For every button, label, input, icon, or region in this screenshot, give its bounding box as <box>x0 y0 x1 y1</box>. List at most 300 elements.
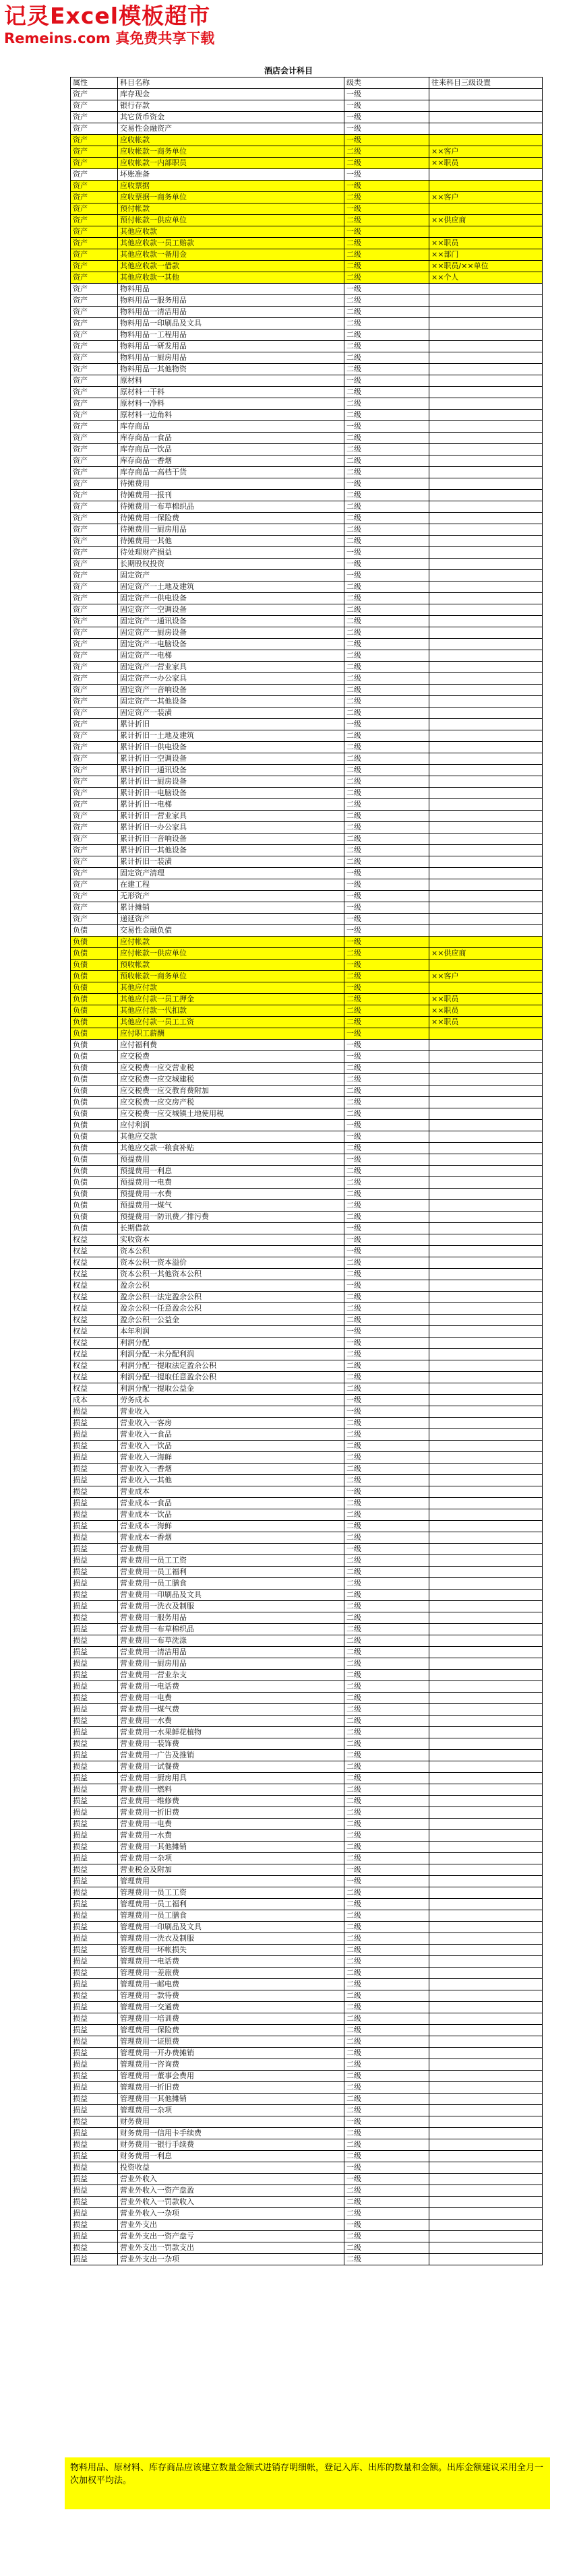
cell-aux <box>429 1727 543 1738</box>
table-row <box>71 2105 543 2116</box>
cell-level: 二级 <box>344 1005 429 1017</box>
cell-aux: ××职员 <box>429 1005 543 1017</box>
cell-name: 交易性金融负债 <box>118 925 344 937</box>
cell-aux <box>429 730 543 742</box>
cell-aux <box>429 2116 543 2128</box>
cell-type: 损益 <box>71 1704 118 1716</box>
cell-name: 固定资产一厨房设备 <box>118 627 344 639</box>
table-row <box>71 1864 543 1876</box>
cell-type: 损益 <box>71 1968 118 1979</box>
cell-aux <box>429 1131 543 1143</box>
cell-name: 固定资产一空调设备 <box>118 604 344 616</box>
cell-name: 累计折旧一电梯 <box>118 799 344 811</box>
cell-name: 原材料一净料 <box>118 398 344 410</box>
cell-level: 二级 <box>344 1658 429 1670</box>
cell-aux: ××职员 <box>429 1017 543 1028</box>
cell-name: 物料用品一其他物资 <box>118 364 344 375</box>
table-row <box>71 1647 543 1658</box>
cell-level: 二级 <box>344 662 429 673</box>
cell-type: 负债 <box>71 925 118 937</box>
cell-name: 营业费用一厨房用品 <box>118 1658 344 1670</box>
cell-level: 一级 <box>344 559 429 570</box>
cell-aux <box>429 375 543 387</box>
table-row <box>71 1819 543 1830</box>
cell-name: 长期股权投资 <box>118 559 344 570</box>
table-row <box>71 708 543 719</box>
table-row <box>71 1784 543 1796</box>
cell-level: 二级 <box>344 1521 429 1532</box>
cell-name: 营业费用一洗衣及制服 <box>118 1601 344 1612</box>
cell-level: 二级 <box>344 788 429 799</box>
table-row <box>71 1738 543 1750</box>
cell-level: 二级 <box>344 1704 429 1716</box>
cell-aux <box>429 1635 543 1647</box>
cell-type: 损益 <box>71 1452 118 1464</box>
cell-name: 营业成本一食品 <box>118 1498 344 1509</box>
cell-name: 累计折旧一空调设备 <box>118 753 344 765</box>
cell-type: 损益 <box>71 2174 118 2185</box>
cell-aux <box>429 1681 543 1693</box>
cell-type: 损益 <box>71 2185 118 2197</box>
table-row <box>71 868 543 879</box>
cell-aux <box>429 799 543 811</box>
cell-aux <box>429 352 543 364</box>
page-title: 酒店会计科目 <box>264 66 313 75</box>
cell-aux <box>429 169 543 181</box>
table-row <box>71 2254 543 2265</box>
table-row <box>71 1303 543 1315</box>
cell-aux <box>429 1315 543 1326</box>
table-row <box>71 1441 543 1452</box>
cell-type: 损益 <box>71 1945 118 1956</box>
cell-type: 损益 <box>71 2082 118 2094</box>
cell-level: 二级 <box>344 1498 429 1509</box>
table-row <box>71 1578 543 1590</box>
cell-level: 一级 <box>344 1876 429 1887</box>
table-row <box>71 1681 543 1693</box>
table-row <box>71 753 543 765</box>
cell-aux <box>429 570 543 582</box>
cell-name: 管理费用 <box>118 1876 344 1887</box>
cell-type: 损益 <box>71 1761 118 1773</box>
table-row <box>71 421 543 433</box>
table-row <box>71 1166 543 1177</box>
table-header-row <box>71 77 543 89</box>
cell-name: 管理费用一杂项 <box>118 2105 344 2116</box>
cell-aux <box>429 1475 543 1486</box>
table-row <box>71 146 543 158</box>
cell-aux <box>429 1360 543 1372</box>
cell-name: 营业费用一其他摊销 <box>118 1842 344 1853</box>
cell-type: 资产 <box>71 742 118 753</box>
cell-level: 二级 <box>344 1624 429 1635</box>
cell-name: 营业费用一水费 <box>118 1716 344 1727</box>
cell-level: 二级 <box>344 845 429 856</box>
cell-type: 损益 <box>71 1612 118 1624</box>
cell-type: 资产 <box>71 799 118 811</box>
cell-name: 应交税费一应交城建税 <box>118 1074 344 1086</box>
cell-aux <box>429 2162 543 2174</box>
column-header-level: 级类 <box>344 77 429 89</box>
cell-aux <box>429 1097 543 1108</box>
cell-aux <box>429 1968 543 1979</box>
table-row <box>71 1395 543 1406</box>
cell-aux <box>429 1223 543 1234</box>
cell-type: 权益 <box>71 1269 118 1280</box>
cell-type: 负债 <box>71 1028 118 1040</box>
cell-name: 管理费用一员工膳食 <box>118 1910 344 1922</box>
cell-name: 营业外收入一罚款收入 <box>118 2197 344 2208</box>
cell-level: 二级 <box>344 2151 429 2162</box>
cell-name: 营业费用一水费 <box>118 1830 344 1842</box>
cell-level: 二级 <box>344 501 429 513</box>
cell-name: 营业收入一食品 <box>118 1429 344 1441</box>
table-row <box>71 1063 543 1074</box>
cell-level: 二级 <box>344 2082 429 2094</box>
cell-level: 二级 <box>344 1956 429 1968</box>
cell-name: 累计折旧一土地及建筑 <box>118 730 344 742</box>
cell-name: 预付帐款一供应单位 <box>118 215 344 226</box>
cell-type: 资产 <box>71 879 118 891</box>
cell-name: 管理费用一员工工资 <box>118 1887 344 1899</box>
cell-name: 其他应收款一员工赔款 <box>118 238 344 249</box>
cell-type: 损益 <box>71 2036 118 2048</box>
cell-level: 一级 <box>344 1544 429 1555</box>
cell-type: 损益 <box>71 1899 118 1910</box>
cell-aux: ××职员 <box>429 238 543 249</box>
cell-type: 损益 <box>71 1922 118 1933</box>
cell-level: 二级 <box>344 2036 429 2048</box>
cell-aux <box>429 1395 543 1406</box>
cell-type: 资产 <box>71 410 118 421</box>
cell-aux <box>429 490 543 501</box>
table-row <box>71 1189 543 1200</box>
table-row <box>71 398 543 410</box>
cell-name: 物料用品 <box>118 284 344 295</box>
table-row <box>71 1360 543 1372</box>
cell-type: 资产 <box>71 696 118 708</box>
table-row <box>71 650 543 662</box>
cell-name: 原材料一干料 <box>118 387 344 398</box>
table-row <box>71 1429 543 1441</box>
cell-aux <box>429 226 543 238</box>
cell-name: 营业费用一电费 <box>118 1819 344 1830</box>
cell-aux <box>429 960 543 971</box>
cell-aux <box>429 2242 543 2254</box>
cell-aux <box>429 1028 543 1040</box>
cell-aux <box>429 879 543 891</box>
cell-aux <box>429 2094 543 2105</box>
cell-type: 损益 <box>71 2094 118 2105</box>
cell-level: 二级 <box>344 776 429 788</box>
table-row <box>71 1670 543 1681</box>
cell-aux <box>429 1773 543 1784</box>
table-row <box>71 1532 543 1544</box>
cell-level: 二级 <box>344 994 429 1005</box>
cell-aux <box>429 1612 543 1624</box>
cell-level: 二级 <box>344 1429 429 1441</box>
table-row <box>71 1464 543 1475</box>
table-row <box>71 879 543 891</box>
cell-aux <box>429 845 543 856</box>
cell-type: 损益 <box>71 1864 118 1876</box>
table-row <box>71 1131 543 1143</box>
cell-type: 资产 <box>71 329 118 341</box>
table-row <box>71 387 543 398</box>
cell-level: 二级 <box>344 948 429 960</box>
table-row <box>71 1349 543 1360</box>
cell-aux <box>429 1887 543 1899</box>
cell-level: 二级 <box>344 2105 429 2116</box>
table-row <box>71 1968 543 1979</box>
cell-level: 二级 <box>344 1509 429 1521</box>
cell-name: 累计折旧一营业家具 <box>118 811 344 822</box>
cell-level: 二级 <box>344 2013 429 2025</box>
cell-type: 资产 <box>71 226 118 238</box>
cell-level: 二级 <box>344 1922 429 1933</box>
cell-level: 一级 <box>344 421 429 433</box>
cell-level: 二级 <box>344 1681 429 1693</box>
cell-level: 一级 <box>344 719 429 730</box>
cell-type: 损益 <box>71 1784 118 1796</box>
cell-aux <box>429 2151 543 2162</box>
cell-type: 资产 <box>71 604 118 616</box>
table-row <box>71 226 543 238</box>
cell-type: 损益 <box>71 1796 118 1807</box>
cell-type: 负债 <box>71 1143 118 1154</box>
cell-type: 资产 <box>71 364 118 375</box>
cell-aux <box>429 2220 543 2231</box>
cell-aux <box>429 2025 543 2036</box>
cell-type: 损益 <box>71 1853 118 1864</box>
cell-aux <box>429 112 543 123</box>
cell-aux <box>429 719 543 730</box>
cell-aux <box>429 1738 543 1750</box>
inventory-note: 物料用品、原材料、库存商品应该建立数量金额式进销存明细帐，登记入库、出库的数量和金额。出库金额建议采用全月一次加权平均法。 <box>65 2457 550 2509</box>
cell-aux: ××客户 <box>429 146 543 158</box>
cell-name: 管理费用一差旅费 <box>118 1968 344 1979</box>
cell-level: 二级 <box>344 685 429 696</box>
cell-type: 资产 <box>71 776 118 788</box>
cell-name: 应交税费 <box>118 1051 344 1063</box>
cell-type: 损益 <box>71 1532 118 1544</box>
cell-level: 二级 <box>344 1670 429 1681</box>
cell-level: 二级 <box>344 455 429 467</box>
cell-name: 营业费用一维修费 <box>118 1796 344 1807</box>
cell-aux <box>429 455 543 467</box>
cell-type: 损益 <box>71 2254 118 2265</box>
cell-name: 累计折旧一通讯设备 <box>118 765 344 776</box>
cell-type: 资产 <box>71 536 118 547</box>
column-header-type: 属性 <box>71 77 118 89</box>
cell-type: 损益 <box>71 1658 118 1670</box>
cell-type: 权益 <box>71 1257 118 1269</box>
cell-aux <box>429 673 543 685</box>
cell-name: 长期借款 <box>118 1223 344 1234</box>
cell-name: 固定资产一其他设备 <box>118 696 344 708</box>
cell-type: 资产 <box>71 593 118 604</box>
cell-level: 二级 <box>344 398 429 410</box>
table-row <box>71 444 543 455</box>
cell-name: 应收帐款一商务单位 <box>118 146 344 158</box>
cell-level: 二级 <box>344 1693 429 1704</box>
cell-aux <box>429 1578 543 1590</box>
table-row <box>71 1326 543 1338</box>
cell-type: 资产 <box>71 834 118 845</box>
cell-aux <box>429 1590 543 1601</box>
cell-type: 损益 <box>71 2116 118 2128</box>
cell-type: 损益 <box>71 1693 118 1704</box>
column-header-name: 科目名称 <box>118 77 344 89</box>
cell-level: 二级 <box>344 1441 429 1452</box>
cell-name: 营业收入一香烟 <box>118 1464 344 1475</box>
cell-name: 应付职工薪酬 <box>118 1028 344 1040</box>
table-row <box>71 559 543 570</box>
cell-name: 固定资产一电脑设备 <box>118 639 344 650</box>
cell-name: 累计折旧一音响设备 <box>118 834 344 845</box>
cell-type: 成本 <box>71 1395 118 1406</box>
cell-aux <box>429 776 543 788</box>
cell-aux <box>429 2059 543 2071</box>
cell-level: 二级 <box>344 1945 429 1956</box>
cell-aux <box>429 582 543 593</box>
cell-level: 二级 <box>344 742 429 753</box>
cell-aux: ××供应商 <box>429 215 543 226</box>
cell-name: 利润分配一提取公益金 <box>118 1383 344 1395</box>
cell-level: 二级 <box>344 1968 429 1979</box>
cell-type: 损益 <box>71 1498 118 1509</box>
cell-level: 二级 <box>344 834 429 845</box>
cell-type: 资产 <box>71 513 118 524</box>
cell-level: 二级 <box>344 1601 429 1612</box>
cell-type: 资产 <box>71 708 118 719</box>
cell-level: 二级 <box>344 1074 429 1086</box>
cell-level: 一级 <box>344 135 429 146</box>
table-row <box>71 455 543 467</box>
cell-aux <box>429 2071 543 2082</box>
cell-name: 累计折旧一办公家具 <box>118 822 344 834</box>
cell-aux <box>429 2231 543 2242</box>
table-row <box>71 1830 543 1842</box>
cell-aux <box>429 1784 543 1796</box>
table-row <box>71 1017 543 1028</box>
cell-type: 资产 <box>71 375 118 387</box>
cell-aux <box>429 856 543 868</box>
cell-aux <box>429 181 543 192</box>
cell-aux <box>429 1464 543 1475</box>
cell-name: 管理费用一交通费 <box>118 2002 344 2013</box>
cell-name: 预提费用 <box>118 1154 344 1166</box>
cell-aux <box>429 1716 543 1727</box>
cell-name: 营业费用 <box>118 1544 344 1555</box>
cell-type: 权益 <box>71 1372 118 1383</box>
cell-aux <box>429 902 543 914</box>
cell-name: 营业费用一杂项 <box>118 1853 344 1864</box>
table-row <box>71 1315 543 1326</box>
cell-type: 损益 <box>71 1544 118 1555</box>
table-row <box>71 1693 543 1704</box>
cell-type: 权益 <box>71 1338 118 1349</box>
cell-level: 二级 <box>344 1773 429 1784</box>
cell-name: 营业费用一装饰费 <box>118 1738 344 1750</box>
cell-type: 资产 <box>71 192 118 203</box>
cell-level: 二级 <box>344 730 429 742</box>
cell-aux <box>429 203 543 215</box>
cell-type: 资产 <box>71 295 118 307</box>
cell-aux <box>429 2105 543 2116</box>
cell-aux <box>429 284 543 295</box>
cell-type: 资产 <box>71 730 118 742</box>
cell-name: 预提费用一防讯费／排污费 <box>118 1212 344 1223</box>
cell-name: 应交税费一应交营业税 <box>118 1063 344 1074</box>
table-row <box>71 1383 543 1395</box>
table-row <box>71 673 543 685</box>
cell-name: 固定资产一办公家具 <box>118 673 344 685</box>
cell-name: 管理费用一开办费摊销 <box>118 2048 344 2059</box>
cell-level: 二级 <box>344 1716 429 1727</box>
cell-type: 损益 <box>71 1910 118 1922</box>
cell-name: 管理费用一咨询费 <box>118 2059 344 2071</box>
cell-type: 损益 <box>71 1727 118 1738</box>
cell-type: 损益 <box>71 1555 118 1567</box>
cell-type: 资产 <box>71 524 118 536</box>
cell-aux <box>429 1177 543 1189</box>
cell-aux <box>429 593 543 604</box>
cell-name: 待摊费用一其他 <box>118 536 344 547</box>
cell-type: 资产 <box>71 650 118 662</box>
table-row <box>71 719 543 730</box>
cell-aux <box>429 1383 543 1395</box>
cell-name: 营业外支出一资产盘亏 <box>118 2231 344 2242</box>
cell-name: 应付帐款一供应单位 <box>118 948 344 960</box>
cell-type: 损益 <box>71 2151 118 2162</box>
brand-subtitle: Remeins.com 真免费共享下载 <box>4 30 215 46</box>
cell-name: 实收资本 <box>118 1234 344 1246</box>
cell-name: 资本公积一其他资本公积 <box>118 1269 344 1280</box>
cell-name: 应收帐款 <box>118 135 344 146</box>
cell-aux <box>429 627 543 639</box>
cell-level: 二级 <box>344 593 429 604</box>
cell-level: 二级 <box>344 650 429 662</box>
cell-level: 二级 <box>344 536 429 547</box>
cell-level: 二级 <box>344 146 429 158</box>
cell-aux <box>429 2082 543 2094</box>
cell-level: 一级 <box>344 1486 429 1498</box>
table-row <box>71 364 543 375</box>
table-row <box>71 295 543 307</box>
table-row <box>71 1223 543 1234</box>
table-row <box>71 112 543 123</box>
cell-type: 资产 <box>71 238 118 249</box>
cell-name: 预收帐款 <box>118 960 344 971</box>
cell-type: 损益 <box>71 1670 118 1681</box>
table-row <box>71 1899 543 1910</box>
cell-level: 二级 <box>344 238 429 249</box>
cell-type: 资产 <box>71 100 118 112</box>
cell-name: 预提费用一水费 <box>118 1189 344 1200</box>
cell-level: 二级 <box>344 1899 429 1910</box>
cell-name: 物料用品一印刷品及文具 <box>118 318 344 329</box>
cell-type: 损益 <box>71 1624 118 1635</box>
table-row <box>71 261 543 272</box>
cell-level: 二级 <box>344 1360 429 1372</box>
cell-name: 应交税费一应交城镇土地使用税 <box>118 1108 344 1120</box>
cell-level: 一级 <box>344 100 429 112</box>
table-row <box>71 1544 543 1555</box>
table-row <box>71 822 543 834</box>
cell-type: 损益 <box>71 2139 118 2151</box>
table-row <box>71 467 543 478</box>
